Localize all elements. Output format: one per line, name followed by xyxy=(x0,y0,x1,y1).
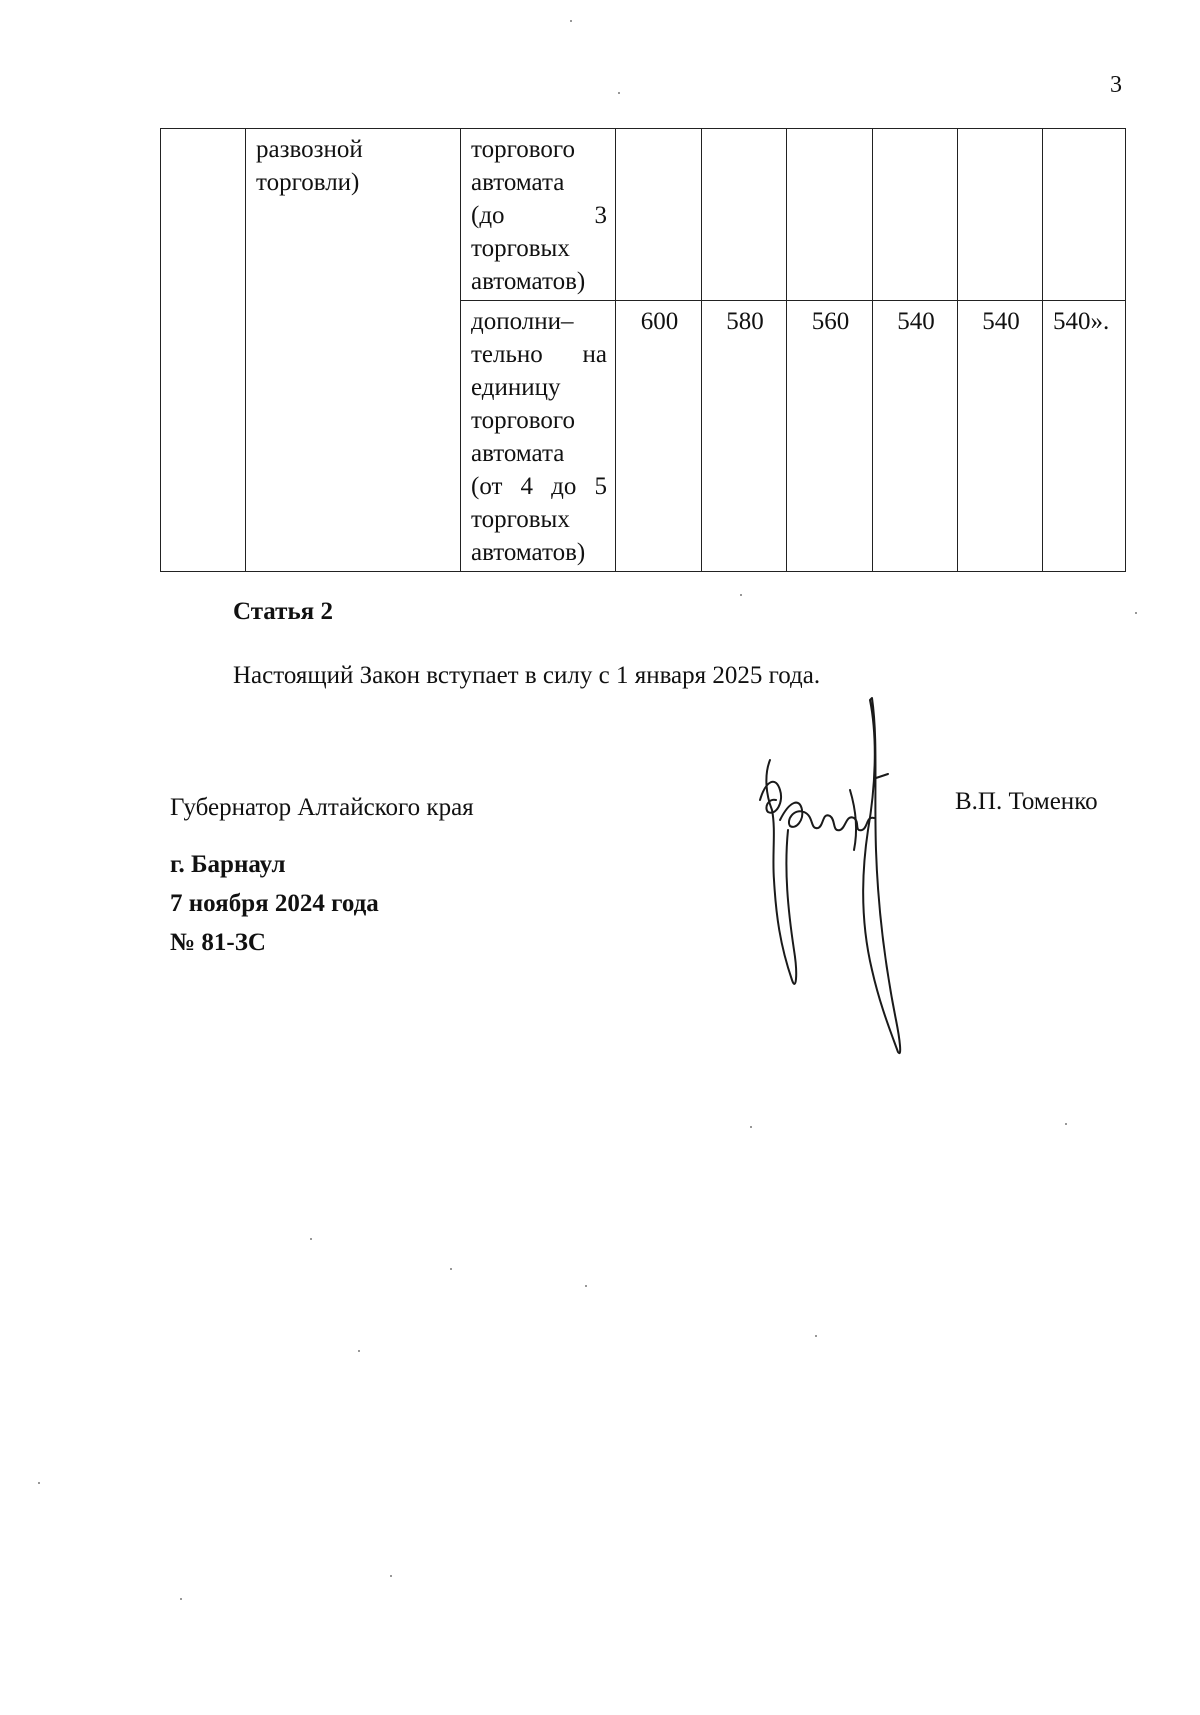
table-cell-value: 540 xyxy=(958,301,1043,572)
scan-speck xyxy=(450,1268,452,1270)
scan-speck xyxy=(38,1482,40,1484)
table-cell-value xyxy=(958,129,1043,301)
scan-speck xyxy=(740,594,742,596)
scan-speck xyxy=(310,1238,312,1240)
table-cell-empty xyxy=(161,129,246,572)
scan-speck xyxy=(570,20,572,22)
table-cell-value xyxy=(873,129,958,301)
table-cell-value xyxy=(702,129,787,301)
article-heading: Статья 2 xyxy=(233,598,333,625)
law-number: № 81-ЗС xyxy=(170,929,266,956)
signer-title: Губернатор Алтайского края xyxy=(170,794,474,821)
scan-speck xyxy=(180,1598,182,1600)
scan-speck xyxy=(390,1575,392,1577)
table-row xyxy=(161,129,1126,301)
table-cell-value: 540 xyxy=(873,301,958,572)
scan-speck xyxy=(358,1350,360,1352)
scan-speck xyxy=(1065,1123,1067,1125)
place-date-block xyxy=(170,845,379,962)
scan-speck xyxy=(1135,612,1137,614)
table-cell-trade-type: развозной торговли) xyxy=(246,129,461,572)
table-cell-description: дополни– тельно на единицу торгового автомата (от 4 до 5 торговых автоматов) xyxy=(461,301,616,572)
page-number: 3 xyxy=(1110,72,1122,98)
article-body: Настоящий Закон вступает в силу с 1 января 2025 года. xyxy=(233,662,821,689)
table-cell-value: 580 xyxy=(702,301,787,572)
signature-image xyxy=(750,680,920,1060)
tariff-table xyxy=(160,128,1126,572)
city: г. Барнаул xyxy=(170,851,286,878)
table-cell-value: 540». xyxy=(1043,301,1126,572)
table-cell-value: 600 xyxy=(616,301,702,572)
table-cell-value xyxy=(787,129,873,301)
signer-name: В.П. Томенко xyxy=(955,788,1098,815)
scan-speck xyxy=(750,1126,752,1128)
scan-speck xyxy=(585,1285,587,1287)
table-cell-description: торгового автомата (до 3 торговых автоматов) xyxy=(461,129,616,301)
scan-speck xyxy=(618,92,620,94)
table-cell-value xyxy=(616,129,702,301)
table-cell-value: 560 xyxy=(787,301,873,572)
scan-speck xyxy=(815,1335,817,1337)
date: 7 ноября 2024 года xyxy=(170,890,379,917)
table-cell-value xyxy=(1043,129,1126,301)
